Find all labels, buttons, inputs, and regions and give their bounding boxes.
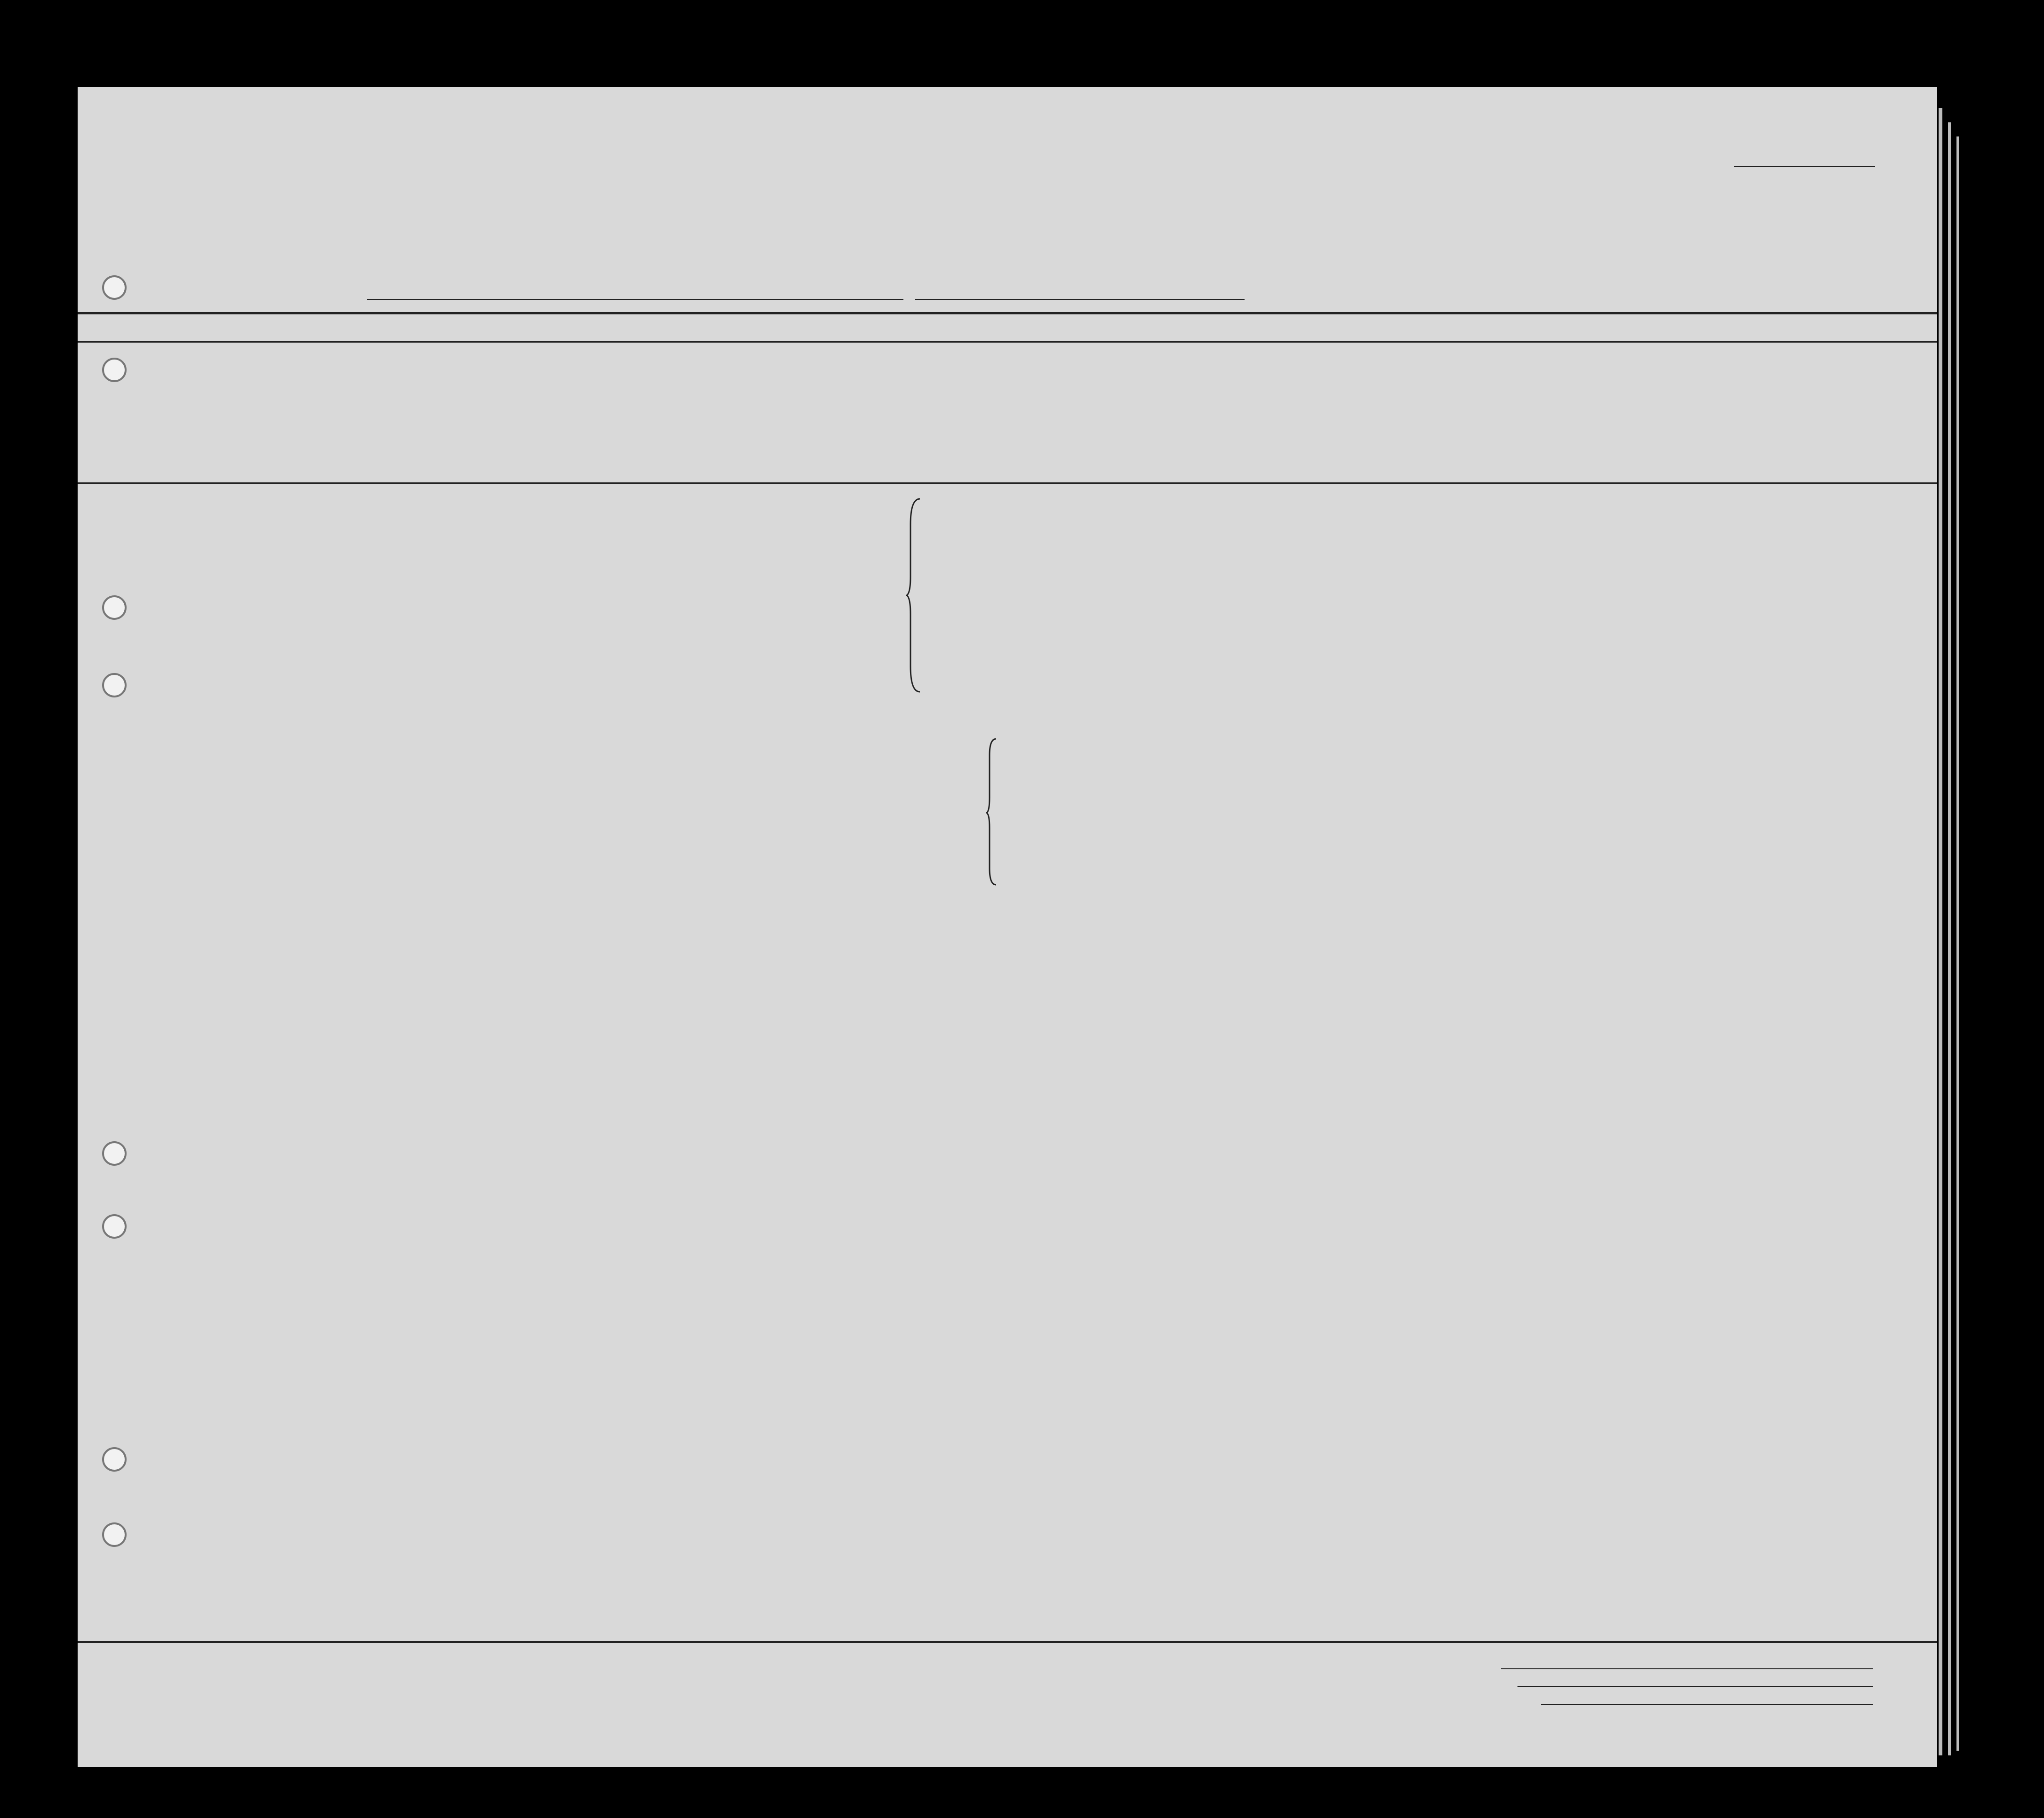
punch-hole xyxy=(102,1141,127,1166)
port-underline xyxy=(367,299,903,300)
agents-underline xyxy=(1541,1704,1873,1705)
line-underline xyxy=(1501,1668,1873,1669)
header-bottom-rule xyxy=(78,482,1937,484)
table-bottom-rule xyxy=(78,1641,1937,1643)
punch-hole xyxy=(102,358,127,382)
page-edge xyxy=(1948,122,1951,1755)
punch-hole xyxy=(102,275,127,300)
punch-hole xyxy=(102,673,127,697)
page-edge xyxy=(1939,108,1942,1755)
date-underline xyxy=(915,299,1245,300)
punch-hole xyxy=(102,1447,127,1472)
punch-hole xyxy=(102,1214,127,1239)
punch-hole xyxy=(102,595,127,620)
punch-hole xyxy=(102,1522,127,1547)
header-top-rule xyxy=(78,312,1937,314)
join-brace-2 xyxy=(986,737,1000,887)
header-rule-2 xyxy=(78,341,1937,343)
manifest-sheet xyxy=(78,87,1937,1767)
page-edge xyxy=(1956,136,1959,1751)
owners-underline xyxy=(1517,1686,1873,1687)
list-underline xyxy=(1734,166,1875,167)
join-brace-1 xyxy=(906,497,925,694)
